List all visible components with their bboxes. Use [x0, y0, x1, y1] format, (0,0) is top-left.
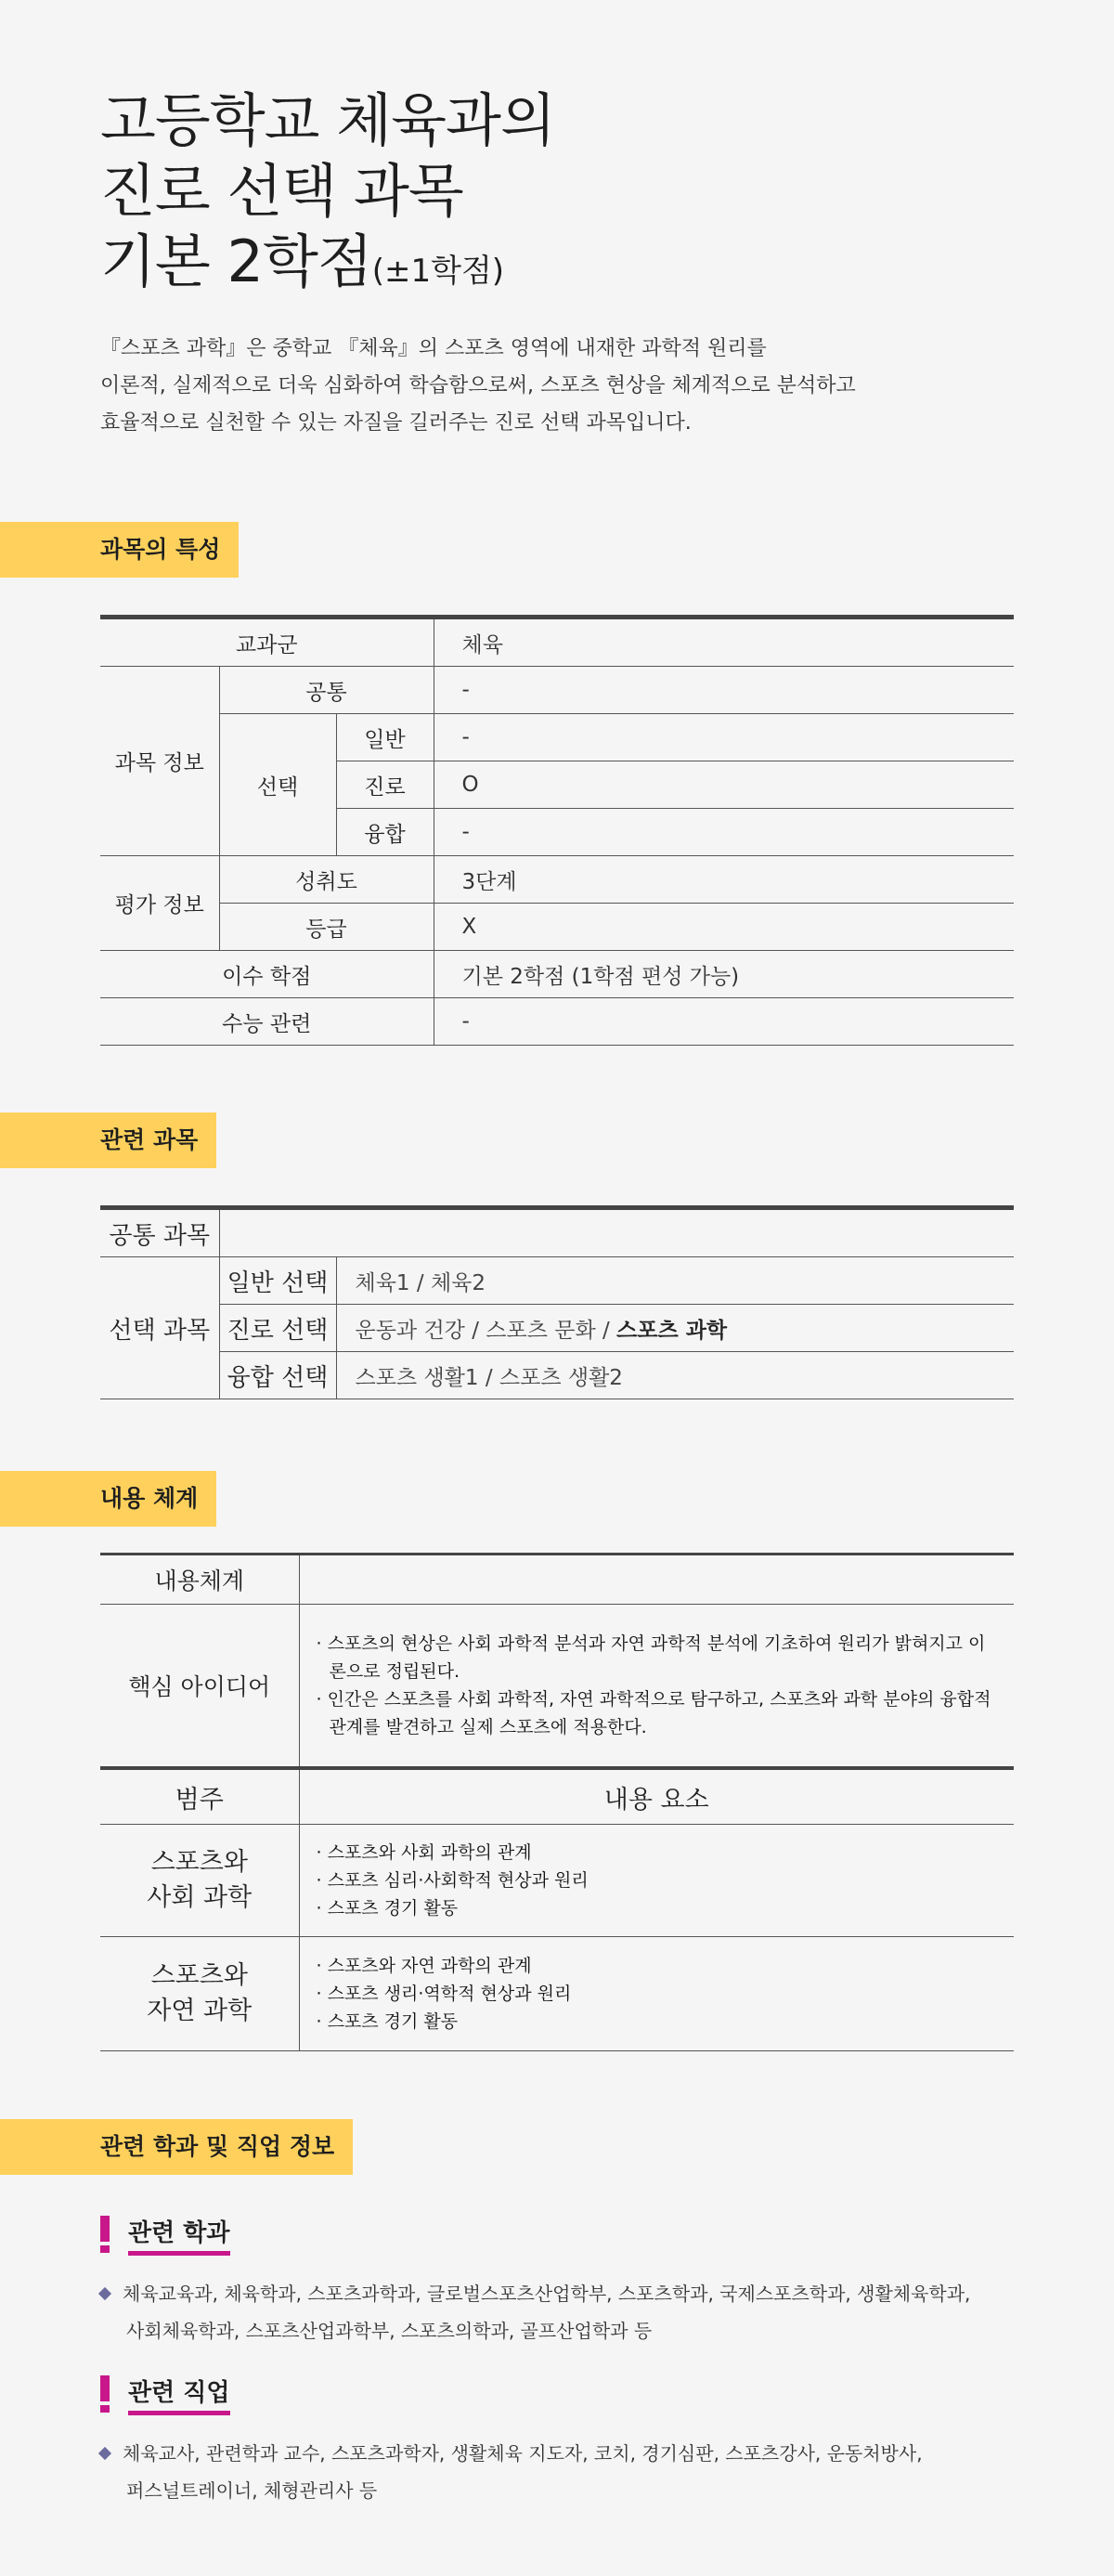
job-title: 관련 직업 — [128, 2375, 230, 2415]
cell-general: 일반 — [336, 714, 434, 761]
cell-grade-val: X — [434, 904, 1014, 951]
cell-common-val: - — [434, 667, 1014, 714]
table-row — [100, 951, 1014, 998]
cell-fusion: 융합 — [336, 809, 434, 856]
category-natural-line-1: 스포츠와 — [150, 1961, 248, 1990]
cell-elective-subject: 선택 과목 — [100, 1257, 219, 1399]
list-item: · 스포츠 생리·역학적 현상과 원리 — [316, 1984, 572, 2004]
title-credits: 기본 2학점 — [100, 228, 372, 295]
cell-grade: 등급 — [219, 904, 434, 951]
dept-line-2: 사회체육학과, 스포츠산업과학부, 스포츠의학과, 골프산업학과 등 — [126, 2320, 653, 2342]
section-label-content: 내용 체계 — [0, 1471, 216, 1527]
table-row — [100, 1768, 1014, 1825]
job-line-2: 퍼스널트레이너, 체형관리사 등 — [126, 2479, 378, 2502]
exclamation-icon — [100, 2375, 110, 2413]
section-label-related: 관련 과목 — [0, 1112, 216, 1168]
table-row — [100, 904, 1014, 951]
diamond-bullet-icon — [98, 2287, 111, 2300]
list-item: · 스포츠와 사회 과학의 관계 — [316, 1842, 532, 1863]
cell-general-val: - — [434, 714, 1014, 761]
cell-elements-natural — [299, 1937, 1014, 2051]
cell-credits: 이수 학점 — [100, 951, 434, 998]
cell-suneung-val: - — [434, 998, 1014, 1046]
cell-elective: 선택 — [219, 714, 336, 856]
table-row — [100, 856, 1014, 904]
dept-list — [100, 2275, 1029, 2349]
exclamation-icon — [100, 2216, 110, 2253]
table-row — [100, 1305, 1014, 1352]
category-social-line-1: 스포츠와 — [150, 1848, 248, 1877]
table-row — [100, 998, 1014, 1046]
list-item: · 스포츠 경기 활동 — [316, 2011, 459, 2032]
cell-fusion-elective: 융합 선택 — [219, 1352, 336, 1399]
cell-subject-group-label: 교과군 — [100, 618, 434, 667]
career-elective-highlight: 스포츠 과학 — [616, 1318, 728, 1343]
table-row — [100, 618, 1014, 667]
cell-fusion-elective-val: 스포츠 생활1 / 스포츠 생활2 — [336, 1352, 1014, 1399]
cell-common-subject: 공통 과목 — [100, 1208, 219, 1257]
list-item: · 스포츠 심리·사회학적 현상과 원리 — [316, 1870, 589, 1891]
table-row — [100, 1352, 1014, 1399]
title-line-1: 고등학교 체육과의 — [100, 86, 555, 154]
title-line-3 — [100, 227, 555, 306]
section-label-characteristics: 과목의 특성 — [0, 522, 239, 578]
cell-common: 공통 — [219, 667, 434, 714]
table-row — [100, 1605, 1014, 1769]
career-elective-text: 운동과 건강 / 스포츠 문화 / — [355, 1318, 617, 1343]
cell-general-elective-val: 체육1 / 체육2 — [336, 1257, 1014, 1305]
cell-core-ideas — [299, 1605, 1014, 1769]
cell-subject-group: 체육 — [434, 618, 1014, 667]
list-item: · 스포츠와 자연 과학의 관계 — [316, 1956, 532, 1976]
cell-category-header: 범주 — [100, 1768, 299, 1825]
diamond-bullet-icon — [98, 2447, 111, 2460]
title-line-2: 진로 선택 과목 — [100, 157, 463, 225]
cell-general-elective: 일반 선택 — [219, 1257, 336, 1305]
job-line-1 — [100, 2435, 1029, 2472]
section-label-careers: 관련 학과 및 직업 정보 — [0, 2119, 353, 2175]
job-list — [100, 2435, 1029, 2509]
list-item: · 스포츠 경기 활동 — [316, 1898, 459, 1919]
intro-text — [100, 331, 1029, 442]
table-row — [100, 1257, 1014, 1305]
table-row — [100, 1208, 1014, 1257]
dept-title: 관련 학과 — [128, 2216, 230, 2256]
dept-line-1 — [100, 2275, 1029, 2312]
cell-achievement-val: 3단계 — [434, 856, 1014, 904]
characteristics-table — [100, 615, 1014, 1046]
cell-career-elective-val — [336, 1305, 1014, 1352]
cell-elements-header: 내용 요소 — [299, 1768, 1014, 1825]
category-social-line-2: 사회 과학 — [147, 1883, 253, 1912]
core-idea-1: · 스포츠의 현상은 사회 과학적 분석과 자연 과학적 분석에 기초하여 원리가 밝혀지고 이론으로 정립된다. — [316, 1633, 986, 1682]
cell-credits-val: 기본 2학점 (1학점 편성 가능) — [434, 951, 1014, 998]
dept-text-1: 체육교육과, 체육학과, 스포츠과학과, 글로벌스포츠산업학부, 스포츠학과, 국제스포츠학과, 생활체육학과, — [123, 2283, 971, 2305]
table-row — [100, 1825, 1014, 1937]
cell-system-empty — [299, 1555, 1014, 1605]
cell-career-val: O — [434, 761, 1014, 809]
intro-line-3: 효율적으로 실천할 수 있는 자질을 길러주는 진로 선택 과목입니다. — [100, 411, 692, 435]
cell-eval-info: 평가 정보 — [100, 856, 219, 951]
cell-category-natural — [100, 1937, 299, 2051]
cell-elements-social — [299, 1825, 1014, 1937]
title-credits-sub: (±1학점) — [371, 253, 505, 290]
page-title — [100, 85, 555, 306]
cell-career-elective: 진로 선택 — [219, 1305, 336, 1352]
category-natural-line-2: 자연 과학 — [147, 1997, 253, 2025]
cell-fusion-val: - — [434, 809, 1014, 856]
table-row — [100, 714, 1014, 761]
related-subjects-table — [100, 1205, 1014, 1399]
intro-line-1: 『스포츠 과학』은 중학교 『체육』의 스포츠 영역에 내재한 과학적 원리를 — [100, 337, 767, 360]
intro-line-2: 이론적, 실제적으로 더욱 심화하여 학습함으로써, 스포츠 현상을 체계적으로 분석하고 — [100, 374, 856, 397]
table-row — [100, 1937, 1014, 2051]
job-text-1: 체육교사, 관련학과 교수, 스포츠과학자, 생활체육 지도자, 코치, 경기심판, 스포츠강사, 운동처방사, — [123, 2442, 923, 2465]
table-row — [100, 667, 1014, 714]
cell-achievement: 성취도 — [219, 856, 434, 904]
core-idea-2: · 인간은 스포츠를 사회 과학적, 자연 과학적으로 탐구하고, 스포츠와 과학 분야의 융합적 관계를 발견하고 실제 스포츠에 적용한다. — [316, 1689, 991, 1737]
cell-subject-info: 과목 정보 — [100, 667, 219, 856]
table-row — [100, 1555, 1014, 1605]
cell-category-social — [100, 1825, 299, 1937]
cell-common-subject-val — [219, 1208, 1014, 1257]
content-system-table — [100, 1553, 1014, 2051]
cell-career: 진로 — [336, 761, 434, 809]
cell-core-label: 핵심 아이디어 — [100, 1605, 299, 1769]
cell-suneung: 수능 관련 — [100, 998, 434, 1046]
cell-system-label: 내용체계 — [100, 1555, 299, 1605]
